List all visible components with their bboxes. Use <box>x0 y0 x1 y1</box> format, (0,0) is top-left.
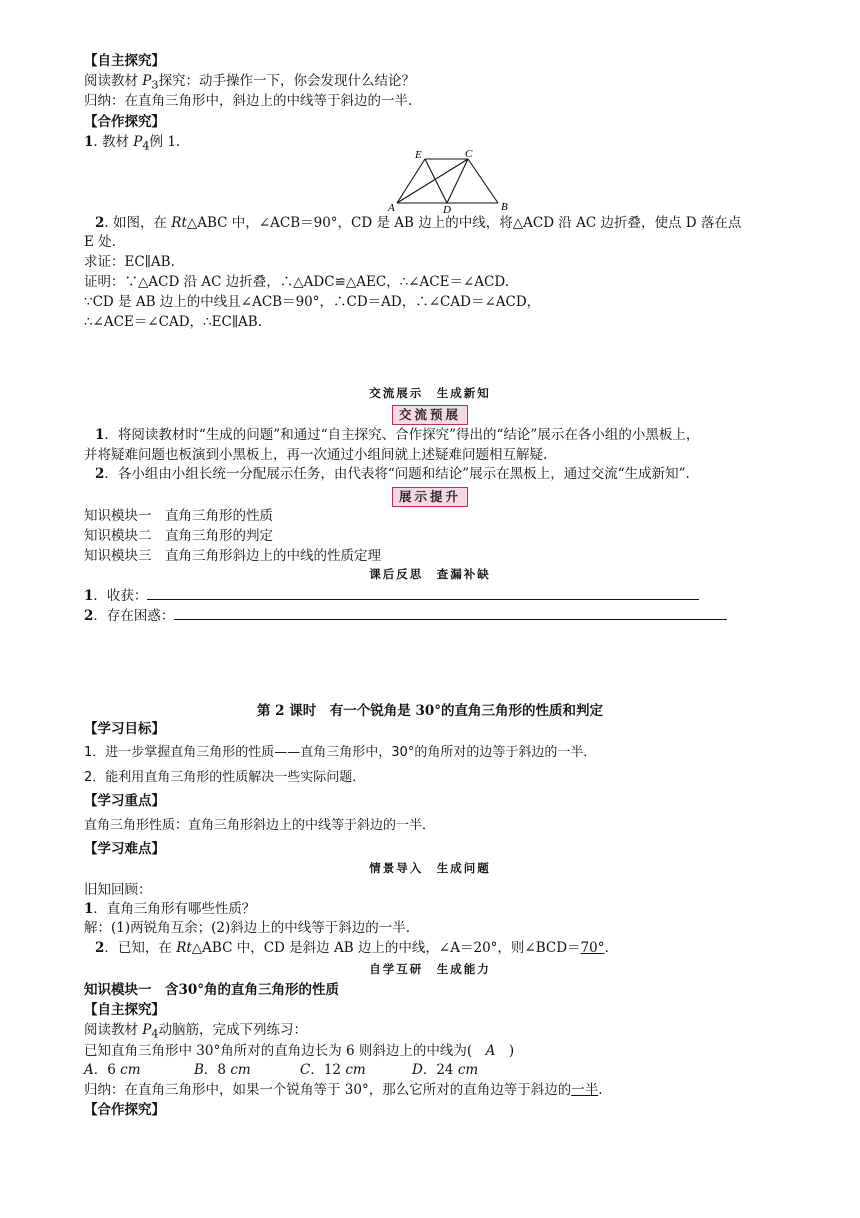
text-span: A <box>84 1062 94 1078</box>
exchange-p2 <box>95 465 690 484</box>
problem-2-cont: E 处. <box>84 234 116 250</box>
text-span: ．存在困惑： <box>93 608 175 624</box>
review-q2 <box>95 939 609 958</box>
answer-A: A <box>485 1043 496 1059</box>
prove-line: 求证：EC∥AB. <box>84 254 175 270</box>
text-span: △ABC 中，CD 是斜边 AB 边上的中线，∠A＝20°，则∠BCD＝ <box>191 940 581 956</box>
text-span: ．已知，在 <box>104 940 177 956</box>
text-span: cm <box>457 1062 479 1078</box>
heading-hezuo-2: 【合作探究】 <box>84 1102 165 1118</box>
answer-70: 70° <box>580 940 605 956</box>
goal-2: 2．能利用直角三角形的性质解决一些实际问题． <box>84 770 366 785</box>
text-span: Rt <box>171 215 187 231</box>
review-label: 旧知回顾： <box>84 882 152 898</box>
exchange-heading: 交流展示 生成新知 <box>369 386 491 400</box>
review-a1: 解：(1)两锐角互余；(2)斜边上的中线等于斜边的一半. <box>84 920 411 936</box>
text-span: ．24 <box>422 1062 458 1078</box>
module-line-2: 知识模块二 直角三角形的判定 <box>84 528 273 544</box>
module-line-1: 知识模块一 直角三角形的性质 <box>84 508 273 524</box>
text-span: P <box>142 73 152 89</box>
heading-difficulty: 【学习难点】 <box>84 841 165 857</box>
heading-key-point: 【学习重点】 <box>84 793 165 809</box>
options-line <box>84 1061 478 1080</box>
heading-goals: 【学习目标】 <box>84 721 165 737</box>
text-span: . <box>598 1082 603 1098</box>
text-span: 阅读教材 <box>84 73 143 89</box>
text-span: ．8 <box>203 1062 231 1078</box>
text-span: 3 <box>151 78 159 92</box>
text-span: C <box>300 1062 311 1078</box>
text-span: P <box>133 134 143 150</box>
text-span: cm <box>120 1062 141 1078</box>
text-span: ．6 <box>93 1062 121 1078</box>
text-span: 1 <box>95 427 105 443</box>
text-span: cm <box>345 1062 366 1078</box>
label-E: E <box>415 149 422 161</box>
harvest-line <box>84 587 699 606</box>
text-span: B <box>194 1062 204 1078</box>
question-line <box>84 1042 514 1061</box>
answer-half: 一半 <box>571 1082 599 1098</box>
text-span: 探究：动手操作一下，你会发现什么结论？ <box>158 73 416 89</box>
exchange-box-label: 交流预展 <box>392 405 468 425</box>
label-C: C <box>465 148 473 160</box>
text-span: 1 <box>84 588 94 604</box>
text-span: ) <box>495 1043 515 1059</box>
text-span: 2 <box>95 940 105 956</box>
text-span: 已知直角三角形中 30°角所对的直角边长为 6 则斜边上的中线为( <box>84 1043 486 1059</box>
text-span: . <box>604 940 609 956</box>
text-span: 1 <box>84 901 94 917</box>
text-span: Rt <box>176 940 192 956</box>
intro-heading: 情景导入 生成问题 <box>369 861 491 875</box>
text-span: 例 1. <box>149 134 181 150</box>
proof-line-2: ∵CD 是 AB 边上的中线且∠ACB＝90°，∴CD＝AD，∴∠CAD＝∠ACD， <box>84 294 541 310</box>
label-D: D <box>443 204 451 214</box>
text-span: ．各小组由小组长统一分配展示任务，由代表将“问题和结论”展示在黑板上，通过交流“生成新知”. <box>104 466 690 482</box>
section-heading-zizhu: 【自主探究】 <box>84 53 165 69</box>
heading-zizhu-2: 【自主探究】 <box>84 1002 165 1018</box>
trapezoid-figure <box>385 148 520 214</box>
key-point: 直角三角形性质：直角三角形斜边上的中线等于斜边的一半． <box>84 818 436 833</box>
example-line <box>84 133 180 156</box>
read-p4-line <box>84 1021 307 1044</box>
exchange-p1 <box>95 426 699 445</box>
proof-line-1: 证明：∵△ACD 沿 AC 边折叠，∴△ADC≌△AEC，∴∠ACE＝∠ACD. <box>84 274 510 290</box>
text-span: 1 <box>84 134 94 150</box>
self-study-heading: 自学互研 生成能力 <box>369 962 491 976</box>
reflection-heading: 课后反思 查漏补缺 <box>369 567 491 581</box>
text-span: ．将阅读教材时“生成的问题”和通过“自主探究、合作探究”得出的“结论”展示在各小组的小黑板上， <box>104 427 700 443</box>
label-A: A <box>388 202 395 214</box>
text-span: 动脑筋，完成下列练习： <box>158 1022 308 1038</box>
text-span: P <box>142 1022 152 1038</box>
review-q1 <box>84 900 255 919</box>
label-B: B <box>501 201 508 213</box>
text-span: 4 <box>151 1027 159 1041</box>
text-span: . 如图，在 <box>104 215 172 231</box>
text-span: 归纳：在直角三角形中，如果一个锐角等于 30°，那么它所对的直角边等于斜边的 <box>84 1082 572 1098</box>
text-span: cm <box>230 1062 251 1078</box>
exchange-p1-cont: 并将疑难问题也板演到小黑板上，再一次通过小组间就上述疑难问题相互解疑. <box>84 447 548 463</box>
module-line-3: 知识模块三 直角三角形斜边上的中线的性质定理 <box>84 548 381 564</box>
text-span: 2 <box>95 466 105 482</box>
harvest-blank <box>147 587 699 600</box>
text-span: ．收获： <box>93 588 148 604</box>
problem-2-line <box>95 214 741 233</box>
module-30-heading: 知识模块一 含30°角的直角三角形的性质 <box>84 982 340 998</box>
text-span: ．12 <box>310 1062 346 1078</box>
summary-30-line <box>84 1081 603 1100</box>
confusion-blank <box>174 607 727 620</box>
text-span: 2 <box>84 608 94 624</box>
proof-line-3: ∴∠ACE＝∠CAD，∴EC∥AB. <box>84 314 263 330</box>
section-heading-hezuo: 【合作探究】 <box>84 114 165 130</box>
text-span: △ABC 中，∠ACB＝90°，CD 是 AB 边上的中线，将△ACD 沿 AC 边折叠，使点 D 落在点 <box>186 215 742 231</box>
text-span: . 教材 <box>93 134 134 150</box>
summary-line: 归纳：在直角三角形中，斜边上的中线等于斜边的一半. <box>84 93 413 109</box>
lesson-title: 第 2 课时 有一个锐角是 30°的直角三角形的性质和判定 <box>256 703 604 719</box>
text-span: 阅读教材 <box>84 1022 143 1038</box>
text-span: ．直角三角形有哪些性质？ <box>93 901 256 917</box>
text-span: 4 <box>142 139 150 153</box>
text-span: D <box>412 1062 423 1078</box>
goal-1: 1．进一步掌握直角三角形的性质——直角三角形中，30°的角所对的边等于斜边的一半． <box>84 745 597 760</box>
text-span: 2 <box>95 215 105 231</box>
display-box-label: 展示提升 <box>392 487 468 507</box>
confusion-line <box>84 607 727 626</box>
